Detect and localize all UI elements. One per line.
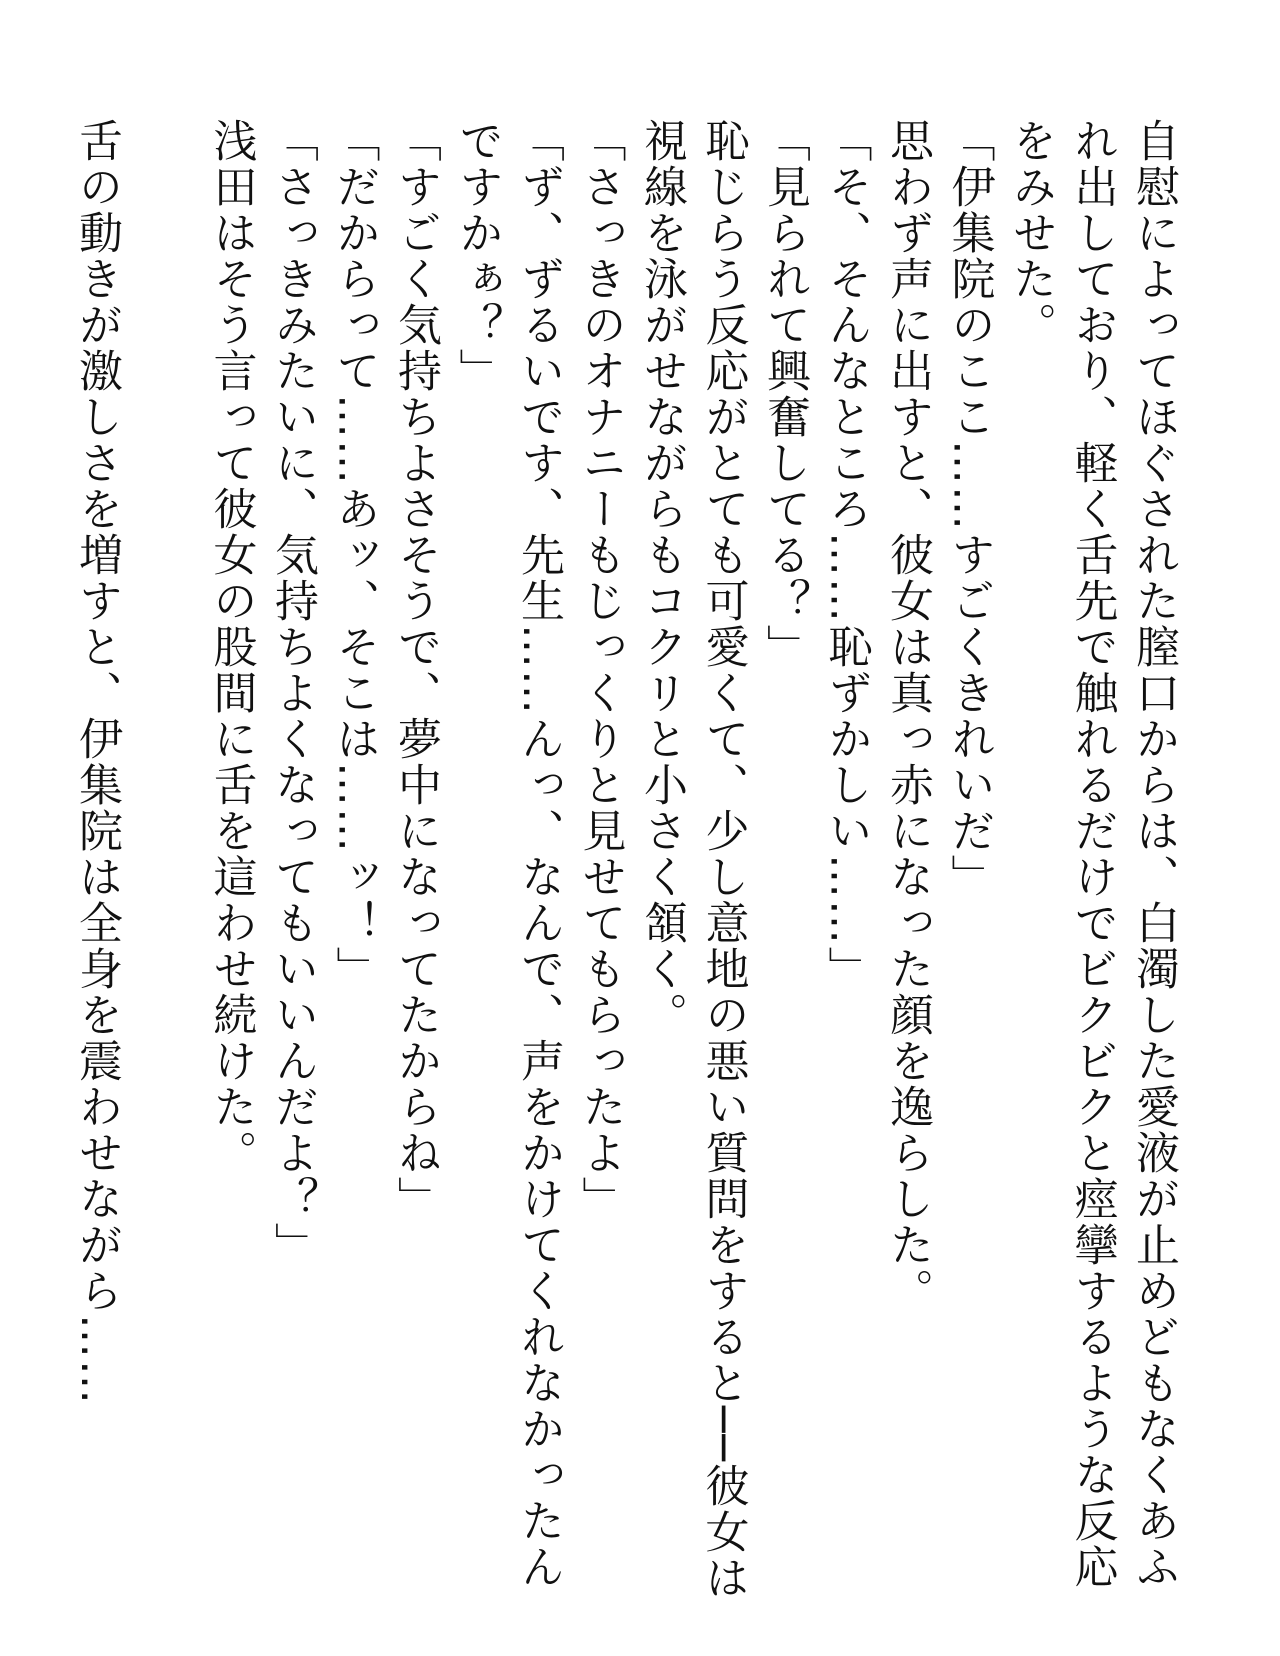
- text-line: 「ず、ずるいです、先生……んっ、なんで、声をかけてくれなかったんですかぁ？」: [451, 118, 564, 1590]
- text-line: 思わず声に出すと、彼女は真っ赤になった顔を逸らした。: [882, 118, 933, 1314]
- text-line: 恥じらう反応がとても可愛くて、少し意地の悪い質問をすると──彼女は視線を泳がせながらもコクリと小さく頷く。: [636, 118, 749, 1601]
- vertical-text-body: [200, 118, 1184, 1618]
- text-line: 自慰によってほぐされた膣口からは、白濁した愛液が止めどもなくあふれ出しており、軽く舌先で触れるだけでビクビクと痙攣するような反応をみせた。: [1005, 118, 1179, 1590]
- text-line: 「さっきのオナニーもじっくりと見せてもらったよ」: [574, 118, 626, 1222]
- text-line: 「伊集院のここ……すごくきれいだ」: [943, 118, 995, 900]
- text-line: 浅田はそう言って彼女の股間に舌を這わせ続けた。: [205, 118, 257, 1176]
- text-line: 「だからって……あッ、そこは……ッ！」: [328, 118, 380, 992]
- text-line-cut: 舌の動きが激しさを増すと、伊集院は全身を震わせながら……: [71, 118, 122, 1406]
- text-line: 「すごく気持ちよさそうで、夢中になってたからね」: [390, 118, 441, 1222]
- text-line: 「さっきみたいに、気持ちよくなってもいいんだよ？」: [267, 118, 318, 1268]
- text-line: 「見られて興奮してる？」: [759, 118, 810, 670]
- text-line: 「そ、そんなところ……恥ずかしい……」: [820, 118, 872, 992]
- cut-off-column: [71, 118, 127, 1618]
